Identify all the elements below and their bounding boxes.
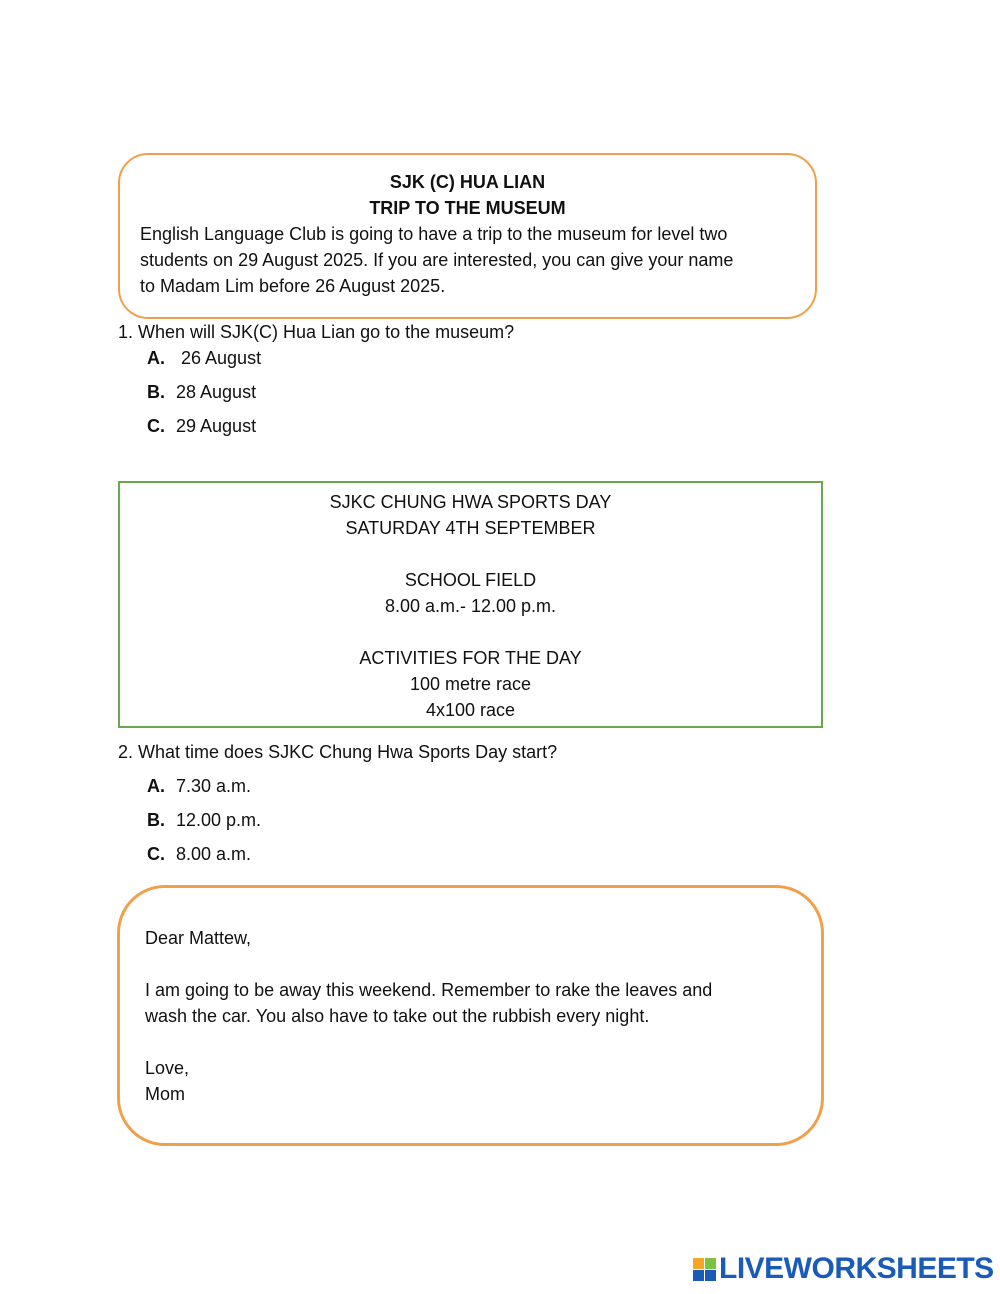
question-2-options	[147, 773, 261, 875]
option-letter: A.	[147, 348, 165, 368]
notice-trip-title: TRIP TO THE MUSEUM	[369, 198, 566, 218]
question-1-options	[147, 345, 261, 447]
notice-body-line: students on 29 August 2025. If you are interested, you can give your name	[140, 250, 734, 270]
option-b[interactable]	[147, 807, 261, 841]
activities-heading: ACTIVITIES FOR THE DAY	[359, 648, 582, 668]
question-2: 2. What time does SJKC Chung Hwa Sports Day start?	[118, 742, 558, 762]
notice-body-line: to Madam Lim before 26 August 2025.	[140, 276, 446, 296]
sports-day-time: 8.00 a.m.- 12.00 p.m.	[384, 596, 557, 616]
option-text: 28 August	[176, 382, 257, 402]
option-text: 7.30 a.m.	[176, 776, 252, 796]
option-c[interactable]	[147, 841, 261, 875]
option-letter: B.	[147, 382, 165, 402]
note-closing: Love,	[145, 1058, 190, 1078]
option-c[interactable]	[147, 413, 261, 447]
option-text: 29 August	[176, 416, 257, 436]
option-b[interactable]	[147, 379, 261, 413]
note-body-line: wash the car. You also have to take out the rubbish every night.	[145, 1006, 650, 1026]
notice-school-title: SJK (C) HUA LIAN	[389, 172, 546, 192]
note-to-mattew	[117, 885, 824, 1146]
option-text: 8.00 a.m.	[176, 844, 252, 864]
sports-day-venue: SCHOOL FIELD	[404, 570, 537, 590]
note-greeting: Dear Mattew,	[145, 928, 252, 948]
sports-day-title: SJKC CHUNG HWA SPORTS DAY	[329, 492, 612, 512]
question-1: 1. When will SJK(C) Hua Lian go to the museum?	[118, 322, 515, 342]
option-text: 12.00 p.m.	[176, 810, 262, 830]
option-letter: B.	[147, 810, 165, 830]
note-body-line: I am going to be away this weekend. Remember to rake the leaves and	[145, 980, 713, 1000]
option-letter: C.	[147, 844, 165, 864]
museum-trip-notice	[118, 153, 817, 319]
option-a[interactable]	[147, 773, 261, 807]
sports-day-date: SATURDAY 4TH SEPTEMBER	[345, 518, 596, 538]
note-signature: Mom	[145, 1084, 185, 1104]
logo-text: LIVEWORKSHEETS	[719, 1252, 994, 1285]
activity-item: 100 metre race	[409, 674, 532, 694]
option-letter: C.	[147, 416, 165, 436]
activity-item: 4x100 race	[425, 700, 516, 720]
option-letter: A.	[147, 776, 165, 796]
liveworksheets-logo[interactable]	[693, 1253, 994, 1285]
sports-day-notice	[118, 481, 823, 728]
option-text: 26 August	[176, 348, 262, 368]
option-a[interactable]	[147, 345, 261, 379]
liveworksheets-logo-icon	[693, 1258, 716, 1281]
notice-body-line: English Language Club is going to have a trip to the museum for level two	[140, 224, 728, 244]
